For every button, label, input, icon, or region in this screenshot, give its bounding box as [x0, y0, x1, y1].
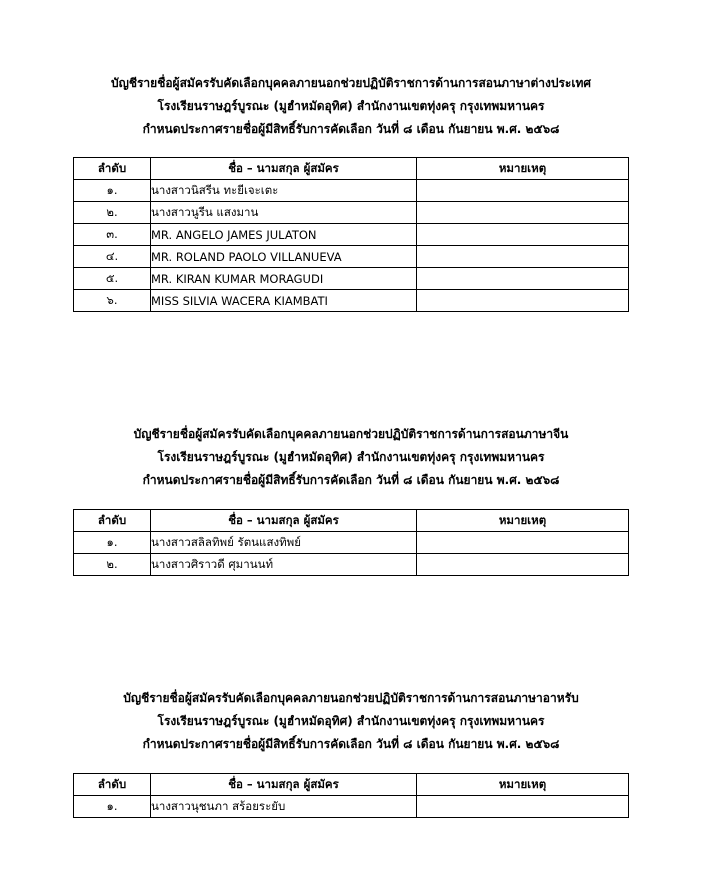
heading-school: โรงเรียนราษฎร์บูรณะ (มูฮำหมัดอุทิศ) สำนักงานเขตทุ่งครุ กรุงเทพมหานคร [157, 714, 545, 728]
arabic-language-candidate-table [73, 773, 629, 818]
table-header-row [74, 510, 629, 532]
row-note [417, 532, 629, 554]
chinese-language-heading [0, 423, 702, 492]
table-header-row [74, 774, 629, 796]
row-candidate-name: MISS SILVIA WACERA KIAMBATI [151, 290, 417, 312]
row-order: ๑. [74, 532, 151, 554]
heading-announcement-date: กำหนดประกาศรายชื่อผู้มีสิทธิ์รับการคัดเลือก วันที่ ๘ เดือน กันยายน พ.ศ. ๒๕๖๘ [142, 737, 560, 751]
row-candidate-name: นางสาวสลิลทิพย์ รัตนแสงทิพย์ [151, 532, 417, 554]
heading-title: บัญชีรายชื่อผู้สมัครรับคัดเลือกบุคคลภายนอกช่วยปฏิบัติราชการด้านการสอนภาษาจีน [133, 427, 569, 441]
table-row [74, 554, 629, 576]
row-order: ๒. [74, 554, 151, 576]
row-note [417, 180, 629, 202]
row-note [417, 290, 629, 312]
column-header-note: หมายเหตุ [417, 774, 629, 796]
foreign-language-candidate-table [73, 157, 629, 312]
heading-announcement-date: กำหนดประกาศรายชื่อผู้มีสิทธิ์รับการคัดเลือก วันที่ ๘ เดือน กันยายน พ.ศ. ๒๕๖๘ [142, 473, 560, 487]
heading-announcement-date: กำหนดประกาศรายชื่อผู้มีสิทธิ์รับการคัดเลือก วันที่ ๘ เดือน กันยายน พ.ศ. ๒๕๖๘ [142, 122, 560, 136]
heading-title: บัญชีรายชื่อผู้สมัครรับคัดเลือกบุคคลภายนอกช่วยปฏิบัติราชการด้านการสอนภาษาต่างประเทศ [111, 76, 591, 90]
heading-title: บัญชีรายชื่อผู้สมัครรับคัดเลือกบุคคลภายนอกช่วยปฏิบัติราชการด้านการสอนภาษาอาหรับ [123, 691, 579, 705]
column-header-note: หมายเหตุ [417, 158, 629, 180]
column-header-note: หมายเหตุ [417, 510, 629, 532]
table-row [74, 224, 629, 246]
row-order: ๓. [74, 224, 151, 246]
table-row [74, 268, 629, 290]
row-note [417, 224, 629, 246]
row-note [417, 268, 629, 290]
row-order: ๕. [74, 268, 151, 290]
column-header-name: ชื่อ – นามสกุล ผู้สมัคร [151, 158, 417, 180]
table-row [74, 532, 629, 554]
heading-school: โรงเรียนราษฎร์บูรณะ (มูฮำหมัดอุทิศ) สำนักงานเขตทุ่งครุ กรุงเทพมหานคร [157, 99, 545, 113]
chinese-language-candidate-table [73, 509, 629, 576]
row-order: ๒. [74, 202, 151, 224]
row-order: ๔. [74, 246, 151, 268]
row-candidate-name: MR. KIRAN KUMAR MORAGUDI [151, 268, 417, 290]
row-candidate-name: นางสาวนิสรีน ทะยีเจะเตะ [151, 180, 417, 202]
table-row [74, 246, 629, 268]
row-candidate-name: MR. ROLAND PAOLO VILLANUEVA [151, 246, 417, 268]
table-row [74, 202, 629, 224]
row-order: ๑. [74, 796, 151, 818]
table-row [74, 290, 629, 312]
column-header-name: ชื่อ – นามสกุล ผู้สมัคร [151, 774, 417, 796]
heading-school: โรงเรียนราษฎร์บูรณะ (มูฮำหมัดอุทิศ) สำนักงานเขตทุ่งครุ กรุงเทพมหานคร [157, 450, 545, 464]
table-row [74, 796, 629, 818]
row-order: ๖. [74, 290, 151, 312]
table-row [74, 180, 629, 202]
row-note [417, 554, 629, 576]
table-header-row [74, 158, 629, 180]
row-candidate-name: MR. ANGELO JAMES JULATON [151, 224, 417, 246]
row-order: ๑. [74, 180, 151, 202]
row-note [417, 796, 629, 818]
column-header-order: ลำดับ [74, 510, 151, 532]
arabic-language-heading [0, 687, 702, 756]
column-header-order: ลำดับ [74, 774, 151, 796]
column-header-order: ลำดับ [74, 158, 151, 180]
foreign-language-heading [0, 72, 702, 141]
row-candidate-name: นางสาวนูรีน แสงมาน [151, 202, 417, 224]
row-note [417, 246, 629, 268]
column-header-name: ชื่อ – นามสกุล ผู้สมัคร [151, 510, 417, 532]
row-candidate-name: นางสาวนุชนภา สร้อยระยับ [151, 796, 417, 818]
row-candidate-name: นางสาวศิราวดี ศุมานนท์ [151, 554, 417, 576]
row-note [417, 202, 629, 224]
